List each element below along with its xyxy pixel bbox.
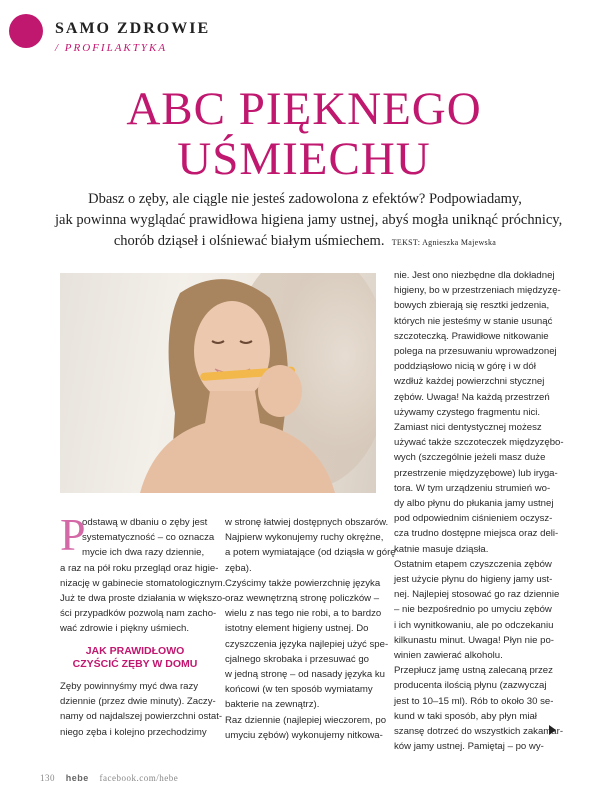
text-line: bowych zbierają się resztki jedzenia, <box>394 300 550 312</box>
text-line: niego zęba i kolejno przechodzimy <box>60 726 207 738</box>
lead-line-text: chorób dziąseł i olśniewać białym uśmiechem. <box>113 233 385 249</box>
subheading-line: JAK PRAWIDŁOWO <box>85 645 185 657</box>
text-line: cza trudno dostępne miejsca oraz deli- <box>394 528 559 540</box>
text-line: zęba). <box>225 562 252 574</box>
text-line: Czyścimy także powierzchnię języka <box>225 577 381 589</box>
article-lead <box>55 189 563 253</box>
text-line: a potem wymiatające (od dziąsła w górę <box>225 547 396 559</box>
text-line: tora. W tym urządzeniu strumień wo- <box>394 482 551 494</box>
lead-line: jak powinna wyglądać prawidłowa higiena jamy ustnej, abyś mogła uniknąć próchnicy, <box>55 212 563 228</box>
text-line: mycie ich dwa razy dziennie, <box>82 547 205 559</box>
article-column-3 <box>394 268 564 755</box>
text-line: nizację w gabinecie stomatologicznym. <box>60 577 226 589</box>
woman-brushing-teeth-photo <box>60 273 376 493</box>
text-line: Zęby powinnyśmy myć dwa razy <box>60 681 199 692</box>
text-line: dy albo płynu do płukania jamy ustnej <box>394 498 554 510</box>
page-number: 130 <box>40 773 55 783</box>
text-line: wać zdrowie i piękny uśmiech. <box>60 623 190 635</box>
text-line: jest to 10–15 ml). Rób to około 30 se- <box>394 695 554 707</box>
article-column-2 <box>225 515 396 743</box>
text-line: szansę dotrzeć do wszystkich zakamar- <box>394 726 564 738</box>
continue-arrow-icon <box>549 725 556 735</box>
text-line: nie. Jest ono niezbędne dla dokładnej <box>394 270 555 281</box>
text-line: kund w taki sposób, aby płyn miał <box>394 710 537 722</box>
text-line: namy od najdalszej powierzchni ostat- <box>60 711 223 723</box>
text-line: używamy czystego fragmentu nici. <box>394 406 541 418</box>
text-line: jest użycie płynu do higieny jamy ust- <box>394 574 553 586</box>
text-line: wych (szczególnie jeżeli masz duże <box>394 452 546 464</box>
article-column-1 <box>60 515 226 637</box>
text-line: Raz dziennie (najlepiej wieczorem, po <box>225 714 387 726</box>
text-line: poddziąsłowo nicią w górę i w dół <box>394 361 536 373</box>
text-line: polega na przesuwaniu wprowadzonej <box>394 346 557 358</box>
text-line: których nie jesteśmy w stanie usunąć <box>394 315 553 327</box>
text-line: higieny, bo w przestrzeniach międzyzę- <box>394 285 561 297</box>
article-column-1-continued <box>60 679 223 740</box>
text-line: przestrzenie międzyzębowe) lub irygа- <box>394 467 558 479</box>
text-line: producenta ilością płynu (zazwyczaj <box>394 680 547 692</box>
text-line: Najpierw wykonujemy ruchy okrężne, <box>225 532 384 544</box>
text-line: końcowi (w ten sposób wymiatamy <box>225 684 373 696</box>
text-line: w jedną stronę – od nasady języka ku <box>225 669 385 681</box>
text-line: czyszczenia języka najlepiej użyć spe- <box>225 638 389 650</box>
title-line: UŚMIECHU <box>177 133 431 185</box>
text-line: pod odpowiednim ciśnieniem oczysz- <box>394 513 553 525</box>
text-line: Przepłucz jamę ustną zalecaną przez <box>394 665 553 677</box>
text-line: wzdłuż każdej powierzchni stycznej <box>394 376 545 388</box>
text-line: Ostatnim etapem czyszczenia zębów <box>394 558 552 570</box>
title-line: ABC PIĘKNEGO <box>126 83 482 135</box>
text-line: Zamiast nici dentystycznej możesz <box>394 422 542 434</box>
text-line: cjalnego skrobaka i przesuwać go <box>225 653 369 665</box>
text-line: odstawą w dbaniu o zęby jest <box>82 517 208 528</box>
section-title: SAMO ZDROWIE <box>55 20 211 37</box>
text-line: winien zawierać alkoholu. <box>394 650 503 662</box>
text-line: nej. Najlepiej stosować go raz dziennie <box>394 589 560 601</box>
author-credit: TEKST: Agnieszka Majewska <box>391 238 497 247</box>
text-line: ków jamy ustnej. Pamiętaj – po wy- <box>394 741 544 753</box>
text-line: istotny element higieny ustnej. Do <box>225 623 369 635</box>
text-line: bakterie na zewnątrz). <box>225 699 320 711</box>
lead-line: Dbasz o zęby, ale ciągle nie jesteś zadowolona z efektów? Podpowiadamy, <box>88 191 522 207</box>
text-line: w stronę łatwiej dostępnych obszarów. <box>225 517 389 528</box>
section-dot <box>9 14 43 48</box>
text-line: ści przypadków pozwolą nam zacho- <box>60 608 217 620</box>
footer-url: facebook.com/hebe <box>99 773 179 783</box>
text-line: katnie masuje dziąsła. <box>394 543 489 555</box>
article-title <box>0 84 608 184</box>
text-line: systematyczność – co oznacza <box>82 532 215 544</box>
text-line: i ich wynitkowaniu, ale po odczekaniu <box>394 619 554 631</box>
text-line: szczoteczką. Prawidłowe nitkowanie <box>394 330 549 342</box>
text-line: dziennie (przez dwie minuty). Zaczy- <box>60 696 216 708</box>
text-line: Już te dwa proste działania w większo- <box>60 593 226 605</box>
subheading <box>60 645 210 671</box>
text-line: a raz na pół roku przegląd oraz higie- <box>60 562 219 574</box>
text-line: kilkunastu minut. Uwaga! Płyn nie po- <box>394 634 554 646</box>
text-line: zębów. Uwaga! Na każdą przestrzeń <box>394 391 550 403</box>
brand-logo: hebe <box>65 773 89 783</box>
page-footer <box>40 773 186 783</box>
subheading-line: CZYŚCIĆ ZĘBY W DOMU <box>72 658 198 670</box>
text-line: oraz wewnętrzną stronę policzków – <box>225 593 380 605</box>
text-line: umyciu zębów) wykonujemy nitkowa- <box>225 729 383 741</box>
text-line: – nie bezpośrednio po umyciu zębów <box>394 604 552 616</box>
drop-cap: P <box>60 509 86 560</box>
text-line: wielu z nas tego nie robi, a to bardzo <box>225 608 382 620</box>
lead-line <box>55 231 555 253</box>
text-line: używać także szczoteczek międzyzębo- <box>394 437 564 449</box>
section-subtitle: / PROFILAKTYKA <box>55 42 168 54</box>
